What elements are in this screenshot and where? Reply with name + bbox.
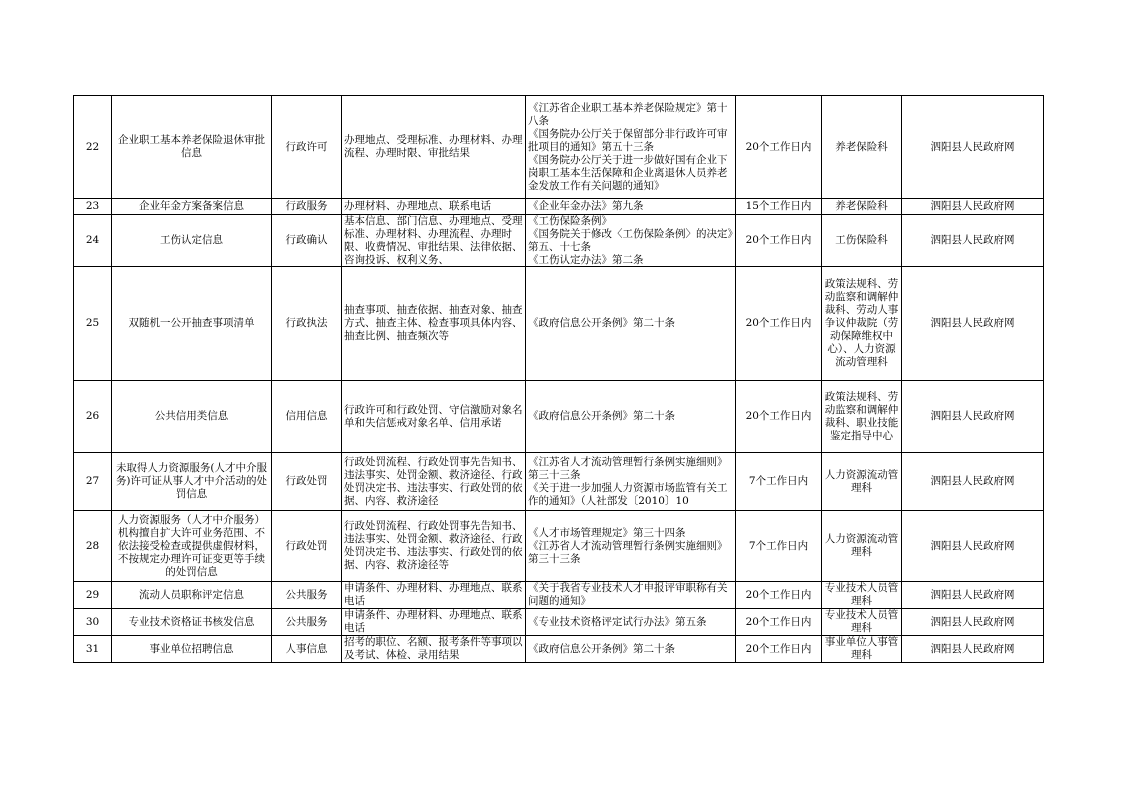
responsible-dept-cell [822, 215, 902, 267]
legal-basis-cell [526, 267, 736, 381]
legal-basis: 《江苏省人才流动管理暂行条例实施细则》第三十三条 《关于进一步加强人力资源市场监管有关工作的通知》（人社部发〔2010〕10 [528, 455, 728, 507]
legal-basis-cell [526, 381, 736, 453]
row-number: 22 [85, 140, 100, 153]
time-limit: 7个工作日内 [748, 539, 809, 552]
legal-basis: 《政府信息公开条例》第二十条 [528, 642, 675, 655]
responsible-dept: 政策法规科、劳动监察和调解仲裁科、职业技能鉴定指导中心 [824, 390, 899, 442]
time-limit: 20个工作日内 [745, 642, 812, 655]
time-limit-cell [736, 511, 822, 582]
item-name-cell [112, 636, 272, 663]
row-number-cell [74, 96, 112, 199]
time-limit: 20个工作日内 [745, 615, 812, 628]
legal-basis-cell [526, 96, 736, 199]
disclosure-channel-cell [902, 636, 1044, 663]
item-name: 专业技术资格证书核发信息 [128, 615, 255, 628]
item-name-cell [112, 609, 272, 636]
legal-basis: 《人才市场管理规定》第三十四条 《江苏省人才流动管理暂行条例实施细则》第三十三条 [528, 526, 728, 565]
responsible-dept: 人力资源流动管理科 [824, 468, 899, 494]
disclosure-content-cell [342, 96, 526, 199]
responsible-dept: 人力资源流动管理科 [824, 533, 899, 558]
disclosure-channel: 泗阳县人民政府网 [930, 317, 1015, 329]
responsible-dept-cell [822, 582, 902, 609]
row-number: 23 [85, 200, 100, 212]
row-number-cell [74, 609, 112, 636]
disclosure-channel-cell [902, 267, 1044, 381]
table-row [74, 511, 1044, 582]
item-category: 行政处罚 [285, 539, 328, 552]
table-body [74, 96, 1044, 663]
time-limit-cell [736, 636, 822, 663]
row-number: 30 [85, 615, 100, 628]
table-row [74, 199, 1044, 215]
row-number: 25 [85, 317, 100, 329]
time-limit-cell [736, 381, 822, 453]
disclosure-content-cell [342, 636, 526, 663]
legal-basis: 《政府信息公开条例》第二十条 [528, 317, 675, 329]
legal-basis-cell [526, 199, 736, 215]
time-limit-cell [736, 582, 822, 609]
time-limit-cell [736, 609, 822, 636]
table-row [74, 96, 1044, 199]
item-category-cell [272, 511, 342, 582]
item-name: 未取得人力资源服务(人才中介服务)许可证从事人才中介活动的处罚信息 [115, 462, 268, 500]
item-name-cell [112, 381, 272, 453]
row-number: 26 [85, 410, 100, 422]
disclosure-content: 申请条件、办理材料、办理地点、联系电话 [344, 582, 523, 607]
table-row [74, 636, 1044, 663]
row-number-cell [74, 199, 112, 215]
responsible-dept: 养老保险科 [835, 140, 888, 153]
item-category-cell [272, 96, 342, 199]
row-number: 27 [85, 475, 100, 487]
time-limit-cell [736, 215, 822, 267]
item-name-cell [112, 582, 272, 609]
legal-basis-cell [526, 215, 736, 267]
disclosure-channel: 泗阳县人民政府网 [930, 475, 1015, 487]
responsible-dept-cell [822, 511, 902, 582]
responsible-dept: 事业单位人事管理科 [824, 636, 899, 661]
item-name-cell [112, 453, 272, 511]
item-category: 公共服务 [285, 588, 328, 601]
row-number-cell [74, 453, 112, 511]
responsible-dept-cell [822, 453, 902, 511]
item-category: 行政处罚 [285, 475, 328, 487]
legal-basis-cell [526, 609, 736, 636]
time-limit: 7个工作日内 [748, 475, 809, 487]
disclosure-channel-cell [902, 381, 1044, 453]
legal-basis: 《政府信息公开条例》第二十条 [528, 410, 675, 422]
responsible-dept: 专业技术人员管理科 [824, 582, 899, 607]
item-category: 行政许可 [285, 140, 328, 153]
item-category: 人事信息 [285, 642, 328, 655]
item-category-cell [272, 636, 342, 663]
item-category-cell [272, 453, 342, 511]
disclosure-channel-cell [902, 453, 1044, 511]
responsible-dept-cell [822, 199, 902, 215]
item-name-cell [112, 215, 272, 267]
disclosure-channel: 泗阳县人民政府网 [930, 140, 1015, 153]
disclosure-content: 行政处罚流程、行政处罚事先告知书、违法事实、处罚金额、救济途径、行政处罚决定书、违法事实、行政处罚的依据、内容、救济途径等 [344, 520, 523, 571]
disclosure-content: 行政处罚流程、行政处罚事先告知书、违法事实、处罚金额、救济途径、行政处罚决定书、违法事实、行政处罚的依据、内容、救济途径 [344, 455, 523, 507]
item-category: 信用信息 [285, 410, 328, 422]
row-number-cell [74, 582, 112, 609]
responsible-dept: 专业技术人员管理科 [824, 609, 899, 634]
item-category: 行政执法 [285, 317, 328, 329]
disclosure-content: 办理材料、办理地点、联系电话 [344, 200, 491, 212]
disclosure-content-cell [342, 582, 526, 609]
row-number-cell [74, 215, 112, 267]
item-name: 双随机一公开抽查事项清单 [128, 317, 255, 329]
time-limit: 20个工作日内 [745, 317, 812, 329]
time-limit-cell [736, 453, 822, 511]
legal-basis: 《专业技术资格评定试行办法》第五条 [528, 615, 707, 628]
time-limit: 20个工作日内 [745, 410, 812, 422]
disclosure-channel: 泗阳县人民政府网 [930, 234, 1015, 246]
disclosure-content-cell [342, 511, 526, 582]
disclosure-channel-cell [902, 511, 1044, 582]
disclosure-channel: 泗阳县人民政府网 [930, 615, 1015, 628]
row-number-cell [74, 636, 112, 663]
table-row [74, 215, 1044, 267]
disclosure-channel: 泗阳县人民政府网 [930, 642, 1015, 655]
item-name-cell [112, 267, 272, 381]
disclosure-channel-cell [902, 609, 1044, 636]
item-name: 流动人员职称评定信息 [139, 588, 244, 601]
item-category-cell [272, 609, 342, 636]
table-row [74, 267, 1044, 381]
time-limit-cell [736, 267, 822, 381]
legal-basis: 《企业年金办法》第九条 [528, 200, 644, 212]
disclosure-channel-cell [902, 199, 1044, 215]
item-name: 人力资源服务（人才中介服务）机构擅自扩大许可业务范围、不依法接受检查或提供虚假材料，不按规定办理许可证变更等手续的处罚信息 [118, 513, 265, 578]
legal-basis: 《工伤保险条例》 《国务院关于修改〈工伤保险条例〉的决定》第五、十七条 《工伤认定办法》第二条 [528, 215, 733, 266]
disclosure-content: 办理地点、受理标准、办理材料、办理流程、办理时限、审批结果 [344, 134, 523, 159]
time-limit: 20个工作日内 [745, 140, 812, 153]
item-name: 公共信用类信息 [154, 410, 229, 422]
responsible-dept-cell [822, 381, 902, 453]
item-name: 事业单位招聘信息 [149, 642, 234, 655]
disclosure-content: 申请条件、办理材料、办理地点、联系电话 [344, 609, 523, 634]
row-number: 28 [85, 539, 100, 552]
table-row [74, 609, 1044, 636]
disclosure-channel: 泗阳县人民政府网 [930, 200, 1015, 212]
item-category-cell [272, 582, 342, 609]
row-number: 24 [85, 234, 100, 246]
disclosure-content-cell [342, 199, 526, 215]
disclosure-table [73, 95, 1044, 663]
item-category-cell [272, 381, 342, 453]
disclosure-channel: 泗阳县人民政府网 [930, 410, 1015, 422]
table-row [74, 582, 1044, 609]
item-name-cell [112, 199, 272, 215]
time-limit: 20个工作日内 [745, 588, 812, 601]
table-row [74, 453, 1044, 511]
item-category-cell [272, 215, 342, 267]
item-name: 工伤认定信息 [160, 234, 223, 246]
legal-basis: 《江苏省企业职工基本养老保险规定》第十八条 《国务院办公厅关于保留部分非行政许可审批项目的通知》第五十三条 《国务院办公厅关于进一步做好国有企业下岗职工基本生活保障和企业离退休人员养老金发放工作有关问题的通知》 [528, 101, 728, 192]
disclosure-content: 招考的职位、名额、报考条件等事项以及考试、体检、录用结果 [344, 636, 523, 661]
time-limit: 15个工作日内 [745, 200, 812, 212]
legal-basis-cell [526, 636, 736, 663]
disclosure-content-cell [342, 453, 526, 511]
item-category-cell [272, 267, 342, 381]
disclosure-channel-cell [902, 96, 1044, 199]
time-limit-cell [736, 199, 822, 215]
disclosure-content: 行政许可和行政处罚、守信激励对象名单和失信惩戒对象名单、信用承诺 [344, 403, 523, 429]
disclosure-channel-cell [902, 582, 1044, 609]
table-row [74, 381, 1044, 453]
responsible-dept-cell [822, 96, 902, 199]
item-name-cell [112, 96, 272, 199]
time-limit: 20个工作日内 [745, 234, 812, 246]
responsible-dept-cell [822, 267, 902, 381]
item-name-cell [112, 511, 272, 582]
item-category: 行政确认 [285, 234, 328, 246]
item-category: 公共服务 [285, 615, 328, 628]
legal-basis-cell [526, 582, 736, 609]
time-limit-cell [736, 96, 822, 199]
responsible-dept: 养老保险科 [835, 200, 888, 212]
disclosure-channel: 泗阳县人民政府网 [930, 588, 1015, 601]
responsible-dept: 政策法规科、劳动监察和调解仲裁科、劳动人事争议仲裁院（劳动保障维权中心）、人力资源流动管理科 [824, 278, 899, 368]
item-category: 行政服务 [285, 200, 328, 212]
row-number-cell [74, 511, 112, 582]
disclosure-content: 基本信息、部门信息、办理地点、受理标准、办理材料、办理流程、办理时限、收费情况、审批结果、法律依据、咨询投诉、权利义务、 [344, 215, 523, 266]
item-category-cell [272, 199, 342, 215]
legal-basis: 《关于我省专业技术人才申报评审职称有关问题的通知》 [528, 582, 728, 607]
item-name: 企业年金方案备案信息 [139, 200, 244, 212]
disclosure-content-cell [342, 267, 526, 381]
disclosure-content-cell [342, 215, 526, 267]
row-number-cell [74, 267, 112, 381]
responsible-dept: 工伤保险科 [835, 234, 888, 246]
item-name: 企业职工基本养老保险退休审批信息 [118, 134, 265, 159]
legal-basis-cell [526, 511, 736, 582]
row-number: 29 [85, 588, 100, 601]
responsible-dept-cell [822, 636, 902, 663]
disclosure-content: 抽查事项、抽查依据、抽查对象、抽查方式、抽查主体、检查事项具体内容、抽查比例、抽查频次等 [344, 304, 523, 342]
disclosure-channel-cell [902, 215, 1044, 267]
disclosure-content-cell [342, 381, 526, 453]
row-number: 31 [85, 642, 100, 655]
row-number-cell [74, 381, 112, 453]
legal-basis-cell [526, 453, 736, 511]
disclosure-channel: 泗阳县人民政府网 [930, 539, 1015, 552]
responsible-dept-cell [822, 609, 902, 636]
disclosure-content-cell [342, 609, 526, 636]
